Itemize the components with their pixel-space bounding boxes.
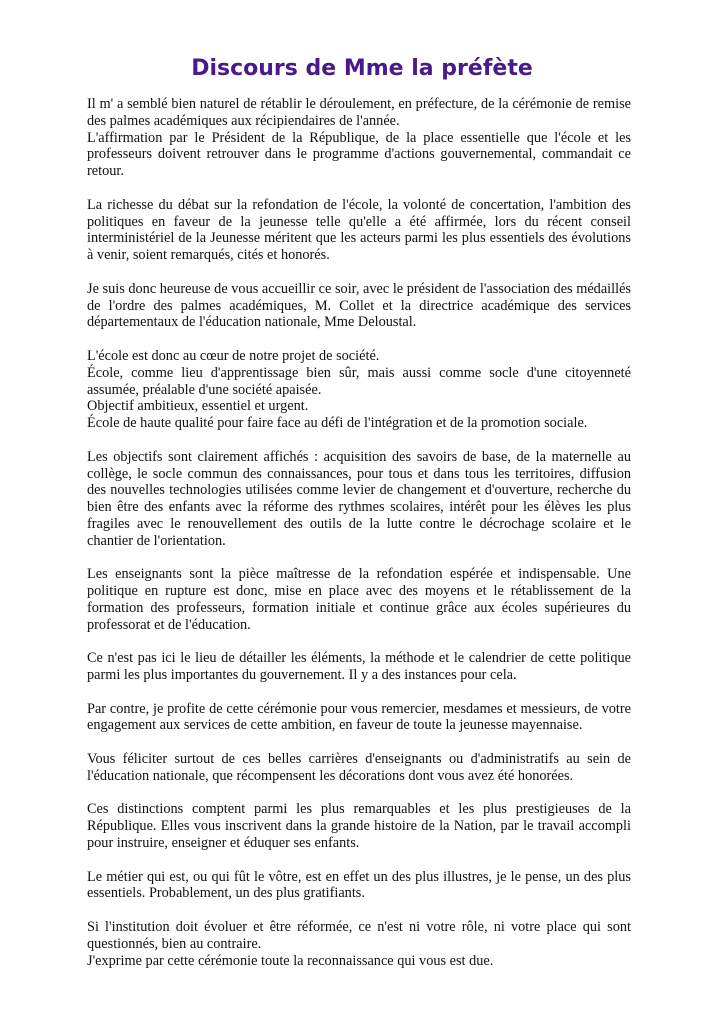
paragraph-text: Par contre, je profite de cette cérémonie pour vous remercier, mesdames et messieurs, de votre engagement aux services de cette ambition, en faveur de toute la jeunesse mayennaise. — [87, 700, 631, 734]
paragraph — [87, 650, 631, 684]
paragraph-text: Il m' a semblé bien naturel de rétablir le déroulement, en préfecture, de la cérémonie de remise des palmes académiques aux récipiendaires de l'année. — [87, 96, 631, 129]
paragraph — [87, 751, 631, 785]
paragraph — [87, 348, 631, 432]
paragraph-text: Le métier qui est, ou qui fût le vôtre, est en effet un des plus illustres, je le pense, un des plus essentiels. Probablement, un des plus gratifiants. — [87, 868, 631, 902]
paragraph — [87, 701, 631, 735]
paragraph-text: Si l'institution doit évoluer et être réformée, ce n'est ni votre rôle, ni votre place qui sont questionnés, bien au contraire. — [87, 919, 631, 952]
paragraph-text: L'école est donc au cœur de notre projet de société. — [87, 347, 380, 364]
paragraph-text: Vous féliciter surtout de ces belles carrières d'enseignants ou d'administratifs au sein de l'éducation nationale, que récompensent les décorations dont vous avez été honorées. — [87, 751, 631, 784]
paragraph-text: Objectif ambitieux, essentiel et urgent. — [87, 398, 309, 415]
paragraph-text: Les enseignants sont la pièce maîtresse de la refondation espérée et indispensable. Une politique en rupture est donc, mise en place avec des moyens et le rétablissement de la formation des professeurs, formation initiale et continue grâce aux écoles supérieures du professorat et de l'éducation. — [87, 566, 631, 633]
paragraph — [87, 197, 631, 264]
paragraph — [87, 281, 631, 331]
paragraph-text: Ce n'est pas ici le lieu de détailler les éléments, la méthode et le calendrier de cette politique parmi les plus importantes du gouvernement. Il y a des instances pour cela. — [87, 650, 631, 684]
paragraph-text: J'exprime par cette cérémonie toute la reconnaissance qui vous est due. — [87, 952, 494, 969]
paragraph-text: Ces distinctions comptent parmi les plus remarquables et les plus prestigieuses de la République. Elles vous inscrivent dans la grande histoire de la Nation, par le travail accompli pour instruire, enseigner et éduquer ses enfants. — [87, 801, 631, 852]
document-body — [87, 96, 631, 986]
paragraph-text: Je suis donc heureuse de vous accueillir ce soir, avec le président de l'association des médaillés de l'ordre des palmes académiques, M. Collet et la directrice académique des services départementaux de l'éducation nationale, Mme Deloustal. — [87, 280, 631, 331]
paragraph — [87, 96, 631, 180]
paragraph-text: Les objectifs sont clairement affichés : acquisition des savoirs de base, de la maternelle au collège, le socle commun des connaissances, pour tous et dans tous les territoires, diffusion des nouvelles technologies utilisées comme levier de changement et d'ouverture, recherche du bien être des enfants avec la réforme des rythmes scolaires, intérêt pour les élèves les plus fragiles avec le renouvellement des outils de la lutte contre le décrochage scolaire et le chantier de l'orientation. — [87, 448, 631, 549]
paragraph — [87, 869, 631, 903]
paragraph — [87, 449, 631, 550]
paragraph — [87, 919, 631, 969]
paragraph-text: L'affirmation par le Président de la République, de la place essentielle que l'école et les professeurs doivent retrouver dans le programme d'actions gouvernemental, commandait ce retour. — [87, 129, 631, 180]
paragraph-text: La richesse du débat sur la refondation de l'école, la volonté de concertation, l'ambition des politiques en faveur de la jeunesse telle qu'elle a été affirmée, lors du récent conseil interministériel de la Jeunesse méritent que les acteurs parmi les plus essentiels des évolutions à venir, soient remarqués, cités et honorés. — [87, 196, 631, 264]
paragraph-text: École de haute qualité pour faire face au défi de l'intégration et de la promotion sociale. — [87, 415, 588, 432]
paragraph — [87, 566, 631, 633]
paragraph-text: École, comme lieu d'apprentissage bien sûr, mais aussi comme socle d'une citoyenneté assumée, préalable d'une société apaisée. — [87, 364, 631, 398]
document-title: Discours de Mme la préfète — [191, 56, 533, 81]
paragraph — [87, 801, 631, 851]
